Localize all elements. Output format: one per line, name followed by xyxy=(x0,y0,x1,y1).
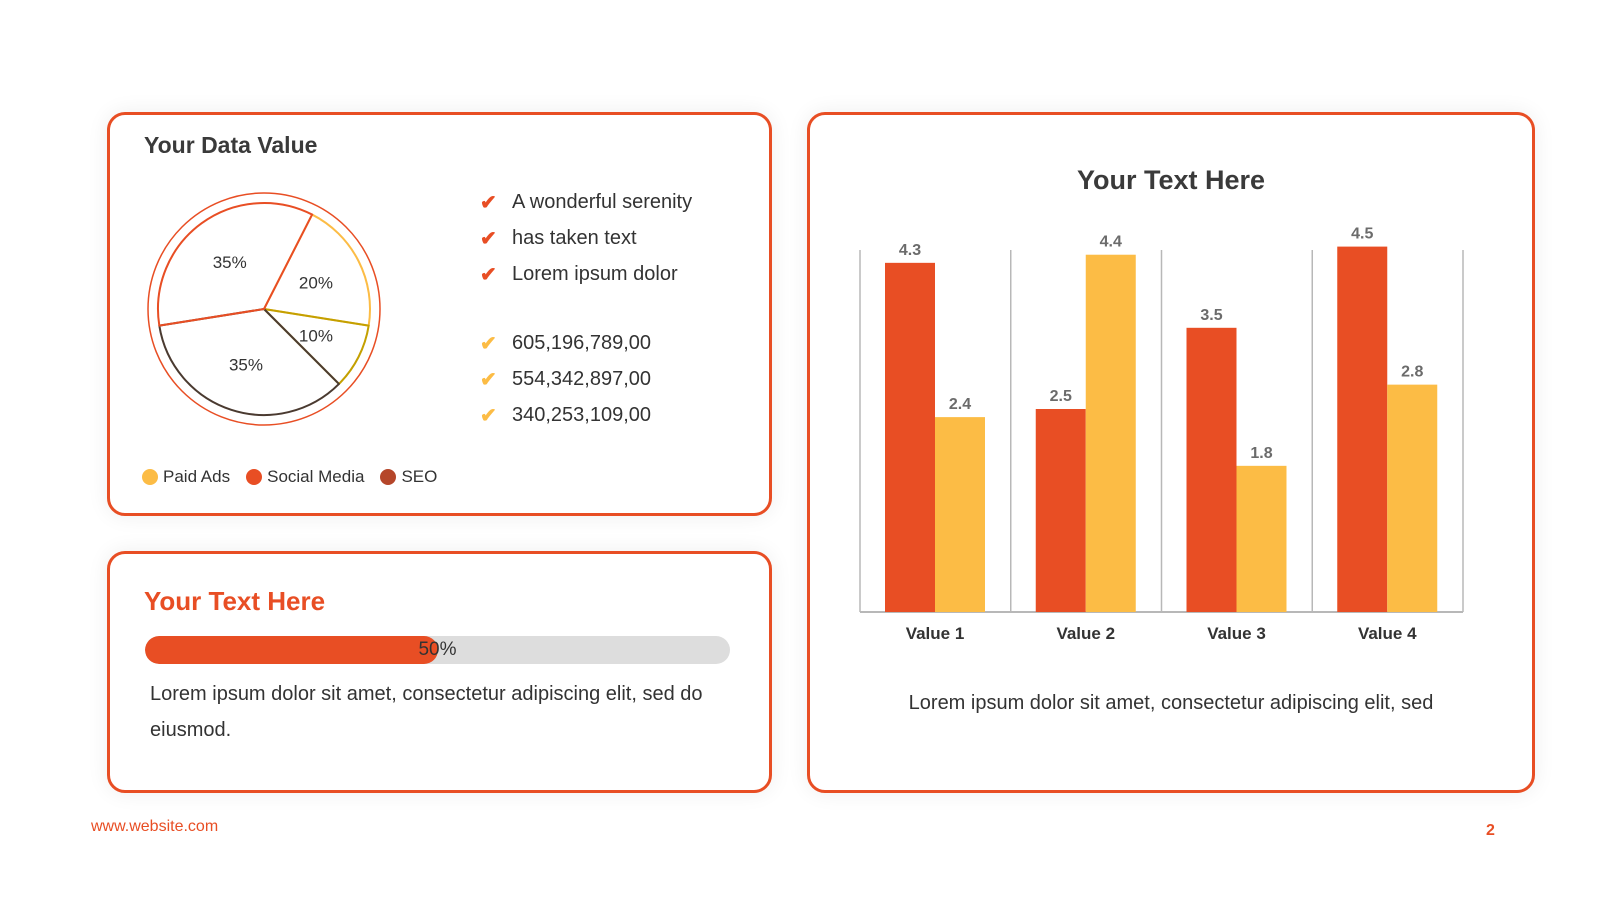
bar-value-label: 4.4 xyxy=(1099,233,1122,251)
number-item-value: 554,342,897,00 xyxy=(512,367,652,390)
legend-dot xyxy=(142,469,158,485)
legend-item-seo xyxy=(380,467,437,487)
checkmark-icon: ✔ xyxy=(480,263,497,286)
checkmark-icon: ✔ xyxy=(480,332,497,355)
bar xyxy=(885,263,935,612)
number-item xyxy=(480,325,651,361)
checkmark-icon: ✔ xyxy=(480,227,497,250)
checklist-item-label: Lorem ipsum dolor xyxy=(512,262,678,285)
bar-value-label: 2.4 xyxy=(948,396,972,414)
feature-checklist xyxy=(480,184,692,292)
progress-label: 50% xyxy=(418,639,457,660)
bar xyxy=(1036,409,1086,612)
pie-card-title: Your Data Value xyxy=(144,132,318,158)
number-item xyxy=(480,397,651,433)
legend-dot xyxy=(246,469,262,485)
pie-slice-label: 20% xyxy=(298,273,333,293)
legend-label: Social Media xyxy=(267,467,365,486)
bar xyxy=(1187,328,1237,612)
checklist-item-label: has taken text xyxy=(512,226,637,249)
footer-url[interactable]: www.website.com xyxy=(91,818,219,835)
legend-item-paid-ads xyxy=(142,467,230,487)
legend-item-social-media xyxy=(246,467,364,487)
bar-chart-card xyxy=(807,112,1535,793)
numbers-checklist xyxy=(480,325,651,433)
checklist-item xyxy=(480,256,692,292)
bar-value-label: 4.3 xyxy=(898,241,922,259)
checklist-item xyxy=(480,184,692,220)
progress-bar xyxy=(145,636,730,664)
bar-value-label: 3.5 xyxy=(1200,306,1223,324)
number-item-value: 340,253,109,00 xyxy=(512,403,652,426)
progress-card xyxy=(107,551,772,793)
checkmark-icon: ✔ xyxy=(480,404,497,427)
bar-chart-title: Your Text Here xyxy=(1076,165,1266,195)
checkmark-icon: ✔ xyxy=(480,368,497,391)
x-tick-label: Value 4 xyxy=(1357,624,1417,643)
x-tick-label: Value 2 xyxy=(1056,624,1116,643)
legend-dot xyxy=(380,469,396,485)
number-item xyxy=(480,361,651,397)
checklist-item xyxy=(480,220,692,256)
bar xyxy=(935,417,985,612)
bar xyxy=(1237,466,1287,612)
legend-label: SEO xyxy=(401,467,438,486)
bar-chart-caption: Lorem ipsum dolor sit amet, consectetur adipiscing elit, sed xyxy=(908,692,1434,714)
bar-value-label: 2.8 xyxy=(1401,363,1424,381)
x-tick-label: Value 3 xyxy=(1207,624,1266,643)
bar-value-label: 4.5 xyxy=(1351,225,1374,243)
page-number: 2 xyxy=(1486,822,1495,839)
pie-chart xyxy=(146,191,382,427)
x-tick-label: Value 1 xyxy=(905,624,965,643)
pie-card xyxy=(107,112,772,516)
bar xyxy=(1086,255,1136,612)
bar-value-label: 2.5 xyxy=(1049,388,1072,405)
progress-card-title: Your Text Here xyxy=(144,586,326,616)
bar xyxy=(1337,247,1387,612)
pie-slice-label: 10% xyxy=(298,326,333,346)
progress-card-text: Lorem ipsum dolor sit amet, consectetur adipiscing elit, sed do eiusmod. xyxy=(150,683,703,741)
pie-legend xyxy=(142,467,453,487)
legend-label: Paid Ads xyxy=(163,467,231,486)
bar xyxy=(1387,385,1437,612)
pie-slice-label: 35% xyxy=(212,252,247,272)
checklist-item-label: A wonderful serenity xyxy=(512,190,693,213)
bar-value-label: 1.8 xyxy=(1250,444,1273,462)
pie-slice-label: 35% xyxy=(228,355,263,375)
number-item-value: 605,196,789,00 xyxy=(512,331,652,354)
checkmark-icon: ✔ xyxy=(480,191,497,214)
